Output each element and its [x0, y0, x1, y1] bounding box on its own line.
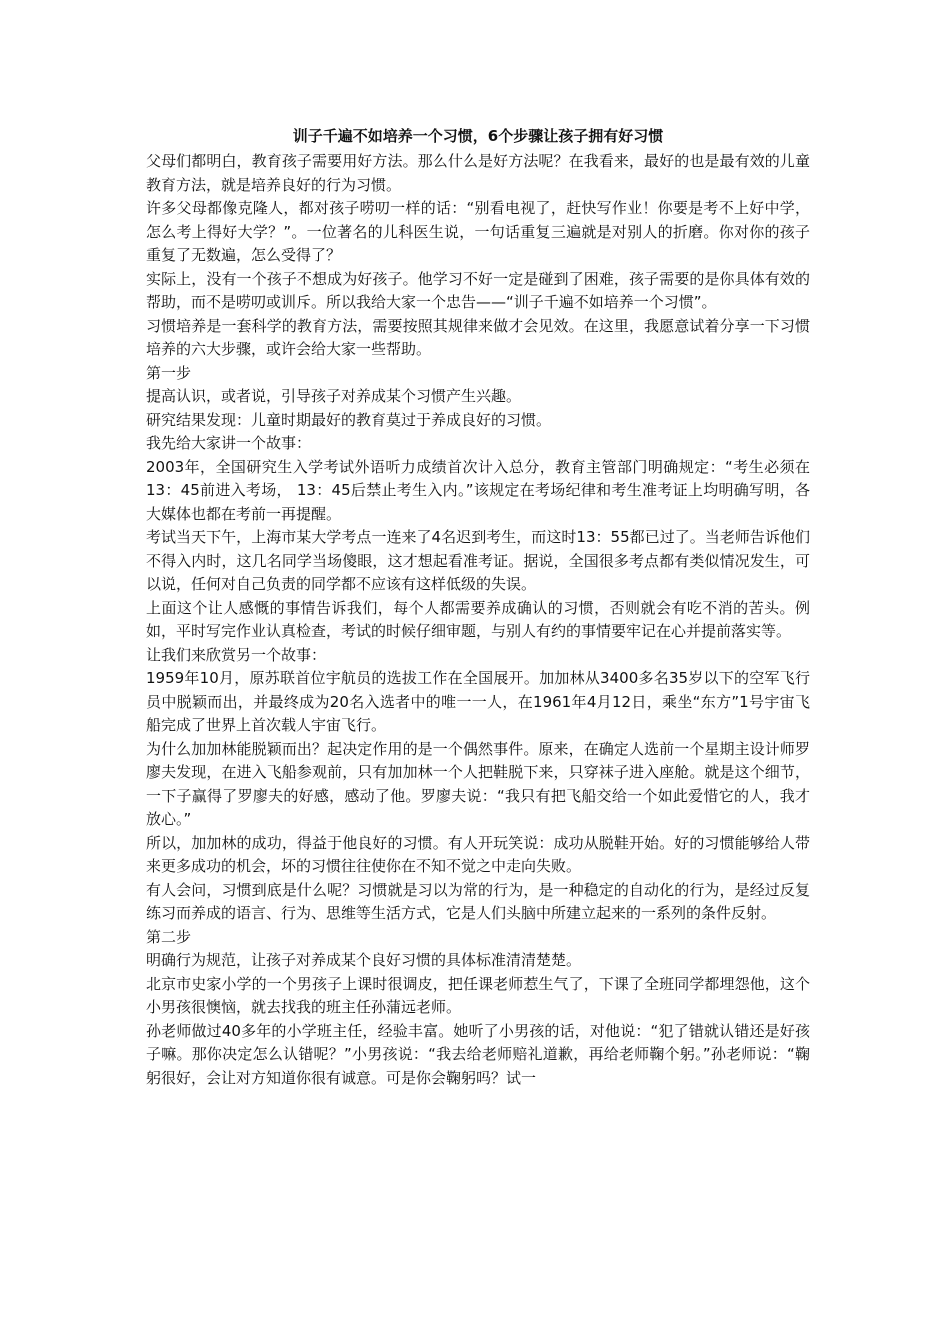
paragraph: 实际上，没有一个孩子不想成为好孩子。他学习不好一定是碰到了困难，孩子需要的是你具体有效的帮助，而不是唠叨或训斥。所以我给大家一个忠告——“训子千遍不如培养一个习惯”。: [146, 269, 810, 311]
document-page: [146, 124, 810, 1090]
paragraph: 我先给大家讲一个故事：: [146, 434, 312, 452]
paragraph: 1959年10月，原苏联首位宇航员的选拔工作在全国展开。加加林从3400多名35岁以下的空军飞行员中脱颖而出，并最终成为20名入选者中的唯一一人，在1961年4月12日，乘坐“东方”1号宇宙飞船完成了世界上首次载人宇宙飞行。: [146, 669, 810, 734]
paragraph: 所以，加加林的成功，得益于他良好的习惯。有人开玩笑说：成功从脱鞋开始。好的习惯能够给人带来更多成功的机会，坏的习惯往往使你在不知不觉之中走向失败。: [146, 833, 810, 875]
paragraph: 提高认识，或者说，引导孩子对养成某个习惯产生兴趣。: [146, 387, 522, 405]
document-title: 训子千遍不如培养一个习惯，6个步骤让孩子拥有好习惯: [292, 127, 664, 145]
step-heading: 第一步: [146, 363, 192, 382]
paragraph: 有人会问，习惯到底是什么呢？习惯就是习以为常的行为，是一种稳定的自动化的行为，是经过反复练习而养成的语言、行为、思维等生活方式，它是人们头脑中所建立起来的一系列的条件反射。: [146, 880, 810, 922]
paragraph: 许多父母都像克隆人，都对孩子唠叨一样的话：“别看电视了，赶快写作业！你要是考不上好中学，怎么考上得好大学？”。一位著名的儿科医生说，一句话重复三遍就是对别人的折磨。你对你的孩子重复了无数遍，怎么受得了？: [146, 199, 810, 264]
paragraph: 让我们来欣赏另一个故事：: [146, 645, 327, 664]
paragraph: 明确行为规范，让孩子对养成某个良好习惯的具体标准清清楚楚。: [146, 951, 582, 969]
paragraph: 上面这个让人感慨的事情告诉我们，每个人都需要养成确认的习惯，否则就会有吃不消的苦头。例如，平时写完作业认真检查，考试的时候仔细审题，与别人有约的事情要牢记在心并提前落实等。: [146, 598, 810, 640]
document-body: [146, 150, 810, 1090]
paragraph: 孙老师做过40多年的小学班主任，经验丰富。她听了小男孩的话，对他说：“犯了错就认错还是好孩子嘛。那你决定怎么认错呢？”小男孩说：“我去给老师赔礼道歉，再给老师鞠个躬。”孙老师说：“鞠躬很好，会让对方知道你很有诚意。可是你会鞠躬吗？试一: [146, 1021, 810, 1087]
paragraph: 北京市史家小学的一个男孩子上课时很调皮，把任课老师惹生气了，下课了全班同学都埋怨他，这个小男孩很懊恼，就去找我的班主任孙蒲远老师。: [146, 974, 810, 1016]
paragraph: 考试当天下午，上海市某大学考点一连来了4名迟到考生，而这时13：55都已过了。当老师告诉他们不得入内时，这几名同学当场傻眼，这才想起看准考证。据说，全国很多考点都有类似情况发生，可以说，任何对自己负责的同学都不应该有这样低级的失误。: [146, 528, 810, 593]
paragraph: 2003年，全国研究生入学考试外语听力成绩首次计入总分，教育主管部门明确规定：“考生必须在13：45前进入考场， 13：45后禁止考生入内。”该规定在考场纪律和考生准考证上均明确写明，各大媒体也都在考前一再提醒。: [146, 457, 810, 523]
paragraph: 研究结果发现：儿童时期最好的教育莫过于养成良好的习惯。: [146, 410, 552, 429]
paragraph: 父母们都明白，教育孩子需要用好方法。那么什么是好方法呢？在我看来，最好的也是最有效的儿童教育方法，就是培养良好的行为习惯。: [146, 152, 810, 194]
paragraph: 为什么加加林能脱颖而出？起决定作用的是一个偶然事件。原来，在确定人选前一个星期主设计师罗廖夫发现，在进入飞船参观前，只有加加林一个人把鞋脱下来，只穿袜子进入座舱。就是这个细节，一下子赢得了罗廖夫的好感，感动了他。罗廖夫说：“我只有把飞船交给一个如此爱惜它的人，我才放心。”: [146, 739, 810, 828]
step-heading: 第二步: [146, 927, 192, 946]
paragraph: 习惯培养是一套科学的教育方法，需要按照其规律来做才会见效。在这里，我愿意试着分享一下习惯培养的六大步骤，或许会给大家一些帮助。: [146, 316, 810, 358]
